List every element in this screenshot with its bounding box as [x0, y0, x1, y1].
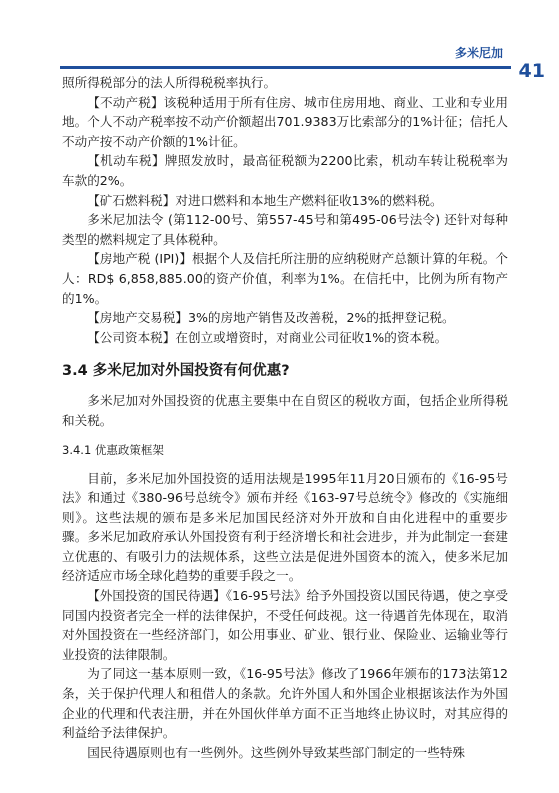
paragraph-fuel-tax: 【矿石燃料税】对进口燃料和本地生产燃料征收13%的燃料税。 [87, 192, 443, 208]
page-number: 41 [518, 60, 545, 82]
paragraph-national-treatment: 【外国投资的国民待遇】《16-95号法》给予外国投资以国民待遇，使之享受同国内投资者完全一样的法律保护，不受任何歧视。这一待遇首先体现在，取消对外国投资在一些经济部门，如公用事业、矿业、银行业、保险业、运输业等行业投资的法律限制。 [62, 588, 508, 662]
section-intro: 多米尼加对外国投资的优惠主要集中在自贸区的税收方面，包括企业所得税和关税。 [62, 393, 508, 428]
paragraph-transaction-tax: 【房地产交易税】3%的房地产销售及改善税，2%的抵押登记税。 [87, 310, 455, 326]
subsection-heading: 3.4.1 优惠政策框架 [62, 442, 164, 457]
paragraph-continued: 照所得税部分的法人所得税税率执行。 [62, 75, 277, 90]
paragraph-decree: 多米尼加法令 (第112-00号、第557-45号和第495-06号法令) 还针对每种类型的燃料规定了具体税种。 [62, 212, 508, 247]
header-rule [60, 66, 511, 69]
paragraph-real-estate-tax: 【房地产税 (IPI)】根据个人及信托所注册的应纳税财产总额计算的年税。个人：RD$ 6,858,885.00的资产价值，利率为1%。在信托中，比例为所有物产的1%。 [62, 251, 508, 306]
page-body [62, 73, 508, 762]
paragraph-exceptions: 国民待遇原则也有一些例外。这些例外导致某些部门制定的一些特殊 [87, 744, 465, 760]
paragraph-property-tax: 【不动产税】该税种适用于所有住房、城市住房用地、商业、工业和专业用地。个人不动产税率按不动产价额超出701.9383万比索部分的1%计征；信托人不动产按不动产价额的1%计征。 [62, 94, 508, 149]
paragraph-vehicle-tax: 【机动车税】牌照发放时，最高征税额为2200比索，机动车转让税税率为车款的2%。 [62, 153, 508, 188]
section-heading: 3.4 多米尼加对外国投资有何优惠? [62, 363, 290, 380]
paragraph-regulations: 目前，多米尼加外国投资的适用法规是1995年11月20日颁布的《16-95号法》和通过《380-96号总统令》颁布并经《163-97号总统令》修改的《实施细则》。这些法规的颁布是多米尼加国民经济对外开放和自由化进程中的重要步骤。多米尼加政府承认外国投资有利于经济增长和社会进步，并为此制定一套建立优惠的、有吸引力的法规体系，这些立法是促进外国资本的流入，使多米尼加经济适应市场全球化趋势的重要手段之一。 [62, 470, 508, 584]
paragraph-capital-tax: 【公司资本税】在创立或增资时，对商业公司征收1%的资本税。 [87, 329, 448, 345]
paragraph-law-173: 为了同这一基本原则一致，《16-95号法》修改了1966年颁布的173法第12条，关于保护代理人和租借人的条款。允许外国人和外国企业根据该法作为外国企业的代理和代表注册，并在外国伙伴单方面不正当地终止协议时，对其应得的利益给予法律保护。 [62, 666, 508, 741]
running-header-country: 多米尼加 [454, 46, 503, 60]
